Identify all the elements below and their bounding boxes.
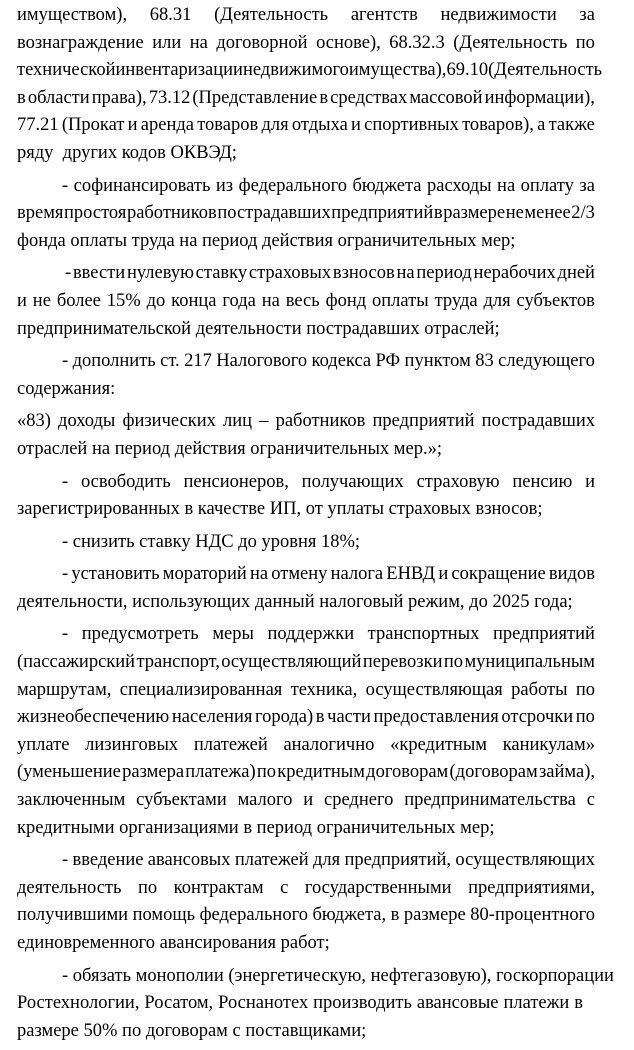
word: (уменьшение (17, 762, 121, 783)
word: физических (122, 411, 216, 432)
text-line (17, 173, 595, 201)
word: помощь (132, 905, 196, 926)
word: производить (313, 993, 412, 1014)
word: транспорт, (136, 652, 220, 673)
word: в (390, 905, 400, 926)
word: - (62, 564, 69, 585)
word: отдыха (291, 115, 348, 136)
word: предприятий (492, 624, 595, 645)
word: договорам (366, 762, 449, 783)
word: государственными (304, 877, 452, 898)
word: 68.31 (149, 5, 192, 25)
word: работников (126, 203, 217, 224)
word: малого (237, 790, 293, 811)
word: и (351, 115, 361, 136)
text-line (17, 847, 595, 875)
text-line: ряду других кодов ОКВЭД; (17, 142, 237, 163)
text-line (17, 2, 595, 30)
word: нулевую (126, 263, 194, 284)
word: спортивных (364, 115, 459, 136)
text-line (17, 704, 595, 732)
text-line (17, 348, 595, 376)
word: и (585, 471, 595, 492)
word: (Деятельность (453, 32, 568, 53)
word: работников (275, 411, 366, 432)
text-line: - снизить ставку НДС до уровня 18%; (62, 531, 361, 552)
text-line (17, 787, 595, 815)
word: - (62, 850, 69, 871)
word: бюджета (352, 175, 422, 196)
text-line: содержания: (17, 378, 116, 399)
word: каникулам» (502, 734, 595, 755)
word: в (574, 993, 583, 1014)
word: более (56, 290, 101, 311)
word: ст. (160, 351, 180, 372)
text-line (17, 621, 595, 649)
word: освободить (80, 471, 171, 492)
word: и (438, 564, 449, 585)
word: авансовых (147, 850, 231, 871)
word: уплате (17, 734, 70, 755)
word: права), (91, 87, 147, 108)
word: инвентаризации (115, 60, 243, 81)
word: технической (17, 60, 116, 81)
word: софинансировать (73, 175, 211, 196)
text-line: отраслей на период действия ограничительных мер.»; (17, 438, 442, 459)
word: доходы (58, 411, 116, 432)
word: страховую (416, 471, 500, 492)
word: предприятий (372, 411, 475, 432)
text-line (17, 561, 595, 589)
text-line (17, 57, 603, 85)
word: период (416, 263, 472, 284)
word: кредитным (277, 762, 365, 783)
word: дней (557, 263, 595, 284)
word: сокращение (451, 564, 546, 585)
word: муниципальным (464, 652, 595, 673)
text-line (17, 112, 595, 140)
word: аренда (140, 115, 194, 136)
text-line (17, 288, 595, 316)
word: лизинговых (85, 734, 179, 755)
word: договорной (216, 32, 308, 53)
word: среднего (324, 790, 394, 811)
paragraph-advance-payments (17, 847, 595, 957)
text-line: - обязать монополии (энергетическую, нефтегазовую), госкорпорации (62, 965, 614, 986)
word: по (137, 877, 158, 898)
word: в (319, 87, 329, 108)
word: федерального (238, 175, 348, 196)
word: осуществляющая (365, 679, 503, 700)
word: работы (511, 679, 568, 700)
word: предприятий, (344, 850, 452, 871)
word: для (312, 850, 341, 871)
word: массовой (409, 87, 483, 108)
word: Росатом, (144, 993, 214, 1014)
word: размера (122, 762, 185, 783)
word: (пассажирский (17, 652, 136, 673)
text-line (17, 649, 595, 677)
word: до (146, 290, 166, 311)
word: имущества), (348, 60, 447, 81)
paragraph-monopolies (17, 963, 614, 1046)
text-line (17, 902, 595, 930)
word: федерального (199, 905, 308, 926)
word: специализированная (119, 679, 283, 700)
document-page (17, 2, 614, 1050)
word: видов (548, 564, 595, 585)
word: по (575, 707, 595, 728)
text-line (17, 200, 595, 228)
word: заключенным (17, 790, 126, 811)
word: в (433, 203, 443, 224)
word: платежа) (185, 762, 256, 783)
word: в (17, 87, 26, 108)
word: оплаты (372, 290, 429, 311)
word: по (575, 679, 595, 700)
word: 68.32.3 (389, 32, 445, 53)
word: дополнить (72, 351, 156, 372)
paragraph-zero-insurance-rate (17, 260, 595, 343)
word: отсрочки (501, 707, 574, 728)
word: аналогично (283, 734, 375, 755)
word: 73.12 (148, 87, 191, 108)
word: жизнеобеспечению (17, 707, 170, 728)
word: по (256, 762, 277, 783)
word: кодекса (311, 351, 372, 372)
word: осуществляющий (221, 652, 362, 673)
word: (Прокат (61, 115, 125, 136)
word: транспортных (367, 624, 480, 645)
word: средствах (330, 87, 408, 108)
word: и (303, 790, 314, 811)
word: простоя (64, 203, 127, 224)
word: осуществляющих (455, 850, 595, 871)
word: за (579, 5, 595, 25)
word: субъектами (136, 790, 227, 811)
word: предпринимательства (404, 790, 576, 811)
word: займа), (538, 762, 595, 783)
word: оплату (520, 175, 574, 196)
text-line (17, 990, 583, 1018)
word: следующего (498, 351, 595, 372)
word: 80-процентного (470, 905, 595, 926)
word: на (261, 290, 280, 311)
word: 69.10 (446, 60, 489, 81)
word: также (548, 115, 595, 136)
word: «кредитным (390, 734, 487, 755)
word: или (152, 32, 182, 53)
word: бюджета, (312, 905, 387, 926)
text-line: зарегистрированных в качестве ИП, от уплаты страховых взносов; (17, 499, 543, 520)
word: а (537, 115, 546, 136)
word: с (280, 877, 289, 898)
word: населения (171, 707, 253, 728)
word: пострадавших (217, 203, 331, 224)
word: предоставления (373, 707, 499, 728)
text-line (17, 732, 595, 760)
word: и (127, 115, 138, 136)
word: получающих (301, 471, 404, 492)
word: Налогового (216, 351, 308, 372)
word: платежи (503, 993, 570, 1014)
word: страховых (248, 263, 332, 284)
word: вознаграждение (17, 32, 144, 53)
word: (договорам (449, 762, 538, 783)
word: менее (524, 203, 571, 224)
word: товаров (197, 115, 259, 136)
word: недвижимости (440, 5, 557, 25)
text-line (17, 677, 595, 705)
text-line (17, 85, 595, 113)
word: основе), (316, 32, 381, 53)
word: - (65, 263, 72, 284)
word: фонд (325, 290, 367, 311)
word: не (32, 290, 51, 311)
word: взносов (332, 263, 395, 284)
word: авансовые (416, 993, 499, 1014)
word: на (249, 564, 269, 585)
word: – (259, 411, 269, 432)
text-line (17, 408, 595, 436)
word: маршрутам, (17, 679, 112, 700)
word: товаров), (462, 115, 534, 136)
word: не (505, 203, 524, 224)
word: - (62, 351, 69, 372)
paragraph-cofinancing (17, 173, 595, 256)
text-line (17, 260, 595, 288)
text-line (17, 469, 595, 497)
word: техника, (290, 679, 358, 700)
word: - (62, 624, 69, 645)
word: пострадавших (481, 411, 595, 432)
word: 15% (106, 290, 141, 311)
word: на (189, 32, 208, 53)
word: для (483, 290, 511, 311)
word: с (586, 790, 595, 811)
word: для (261, 115, 289, 136)
word: размере (443, 203, 506, 224)
text-line: деятельности, использующих данный налоговый режим, до 2025 года; (17, 591, 573, 612)
word: 2/3 (571, 203, 595, 224)
word: лиц (223, 411, 253, 432)
word: за (579, 175, 595, 196)
word: - (62, 175, 69, 196)
text-line: кредитными организациями в период ограничительных мер; (17, 817, 495, 838)
text-line (17, 875, 595, 903)
text-line: фонда оплаты труда на период действия ограничительных мер; (17, 230, 516, 251)
word: пунктом (404, 351, 471, 372)
word: платежей (193, 734, 268, 755)
word: Роснанотех (218, 993, 309, 1014)
word: пенсионеров, (183, 471, 289, 492)
word: расходы (427, 175, 492, 196)
word: Ростехнологии, (17, 993, 140, 1014)
word: части (327, 707, 371, 728)
word: имуществом), (17, 5, 128, 25)
word: ЕНВД (386, 564, 436, 585)
word: (Деятельность (214, 5, 329, 25)
word: субъектов (516, 290, 595, 311)
word: получившими (17, 905, 129, 926)
text-line: предпринимательской деятельности пострадавших отраслей; (17, 318, 500, 339)
word: на (396, 263, 415, 284)
word: труда (434, 290, 478, 311)
word: перевозки (362, 652, 443, 673)
word: пенсию (512, 471, 573, 492)
word: установить (71, 564, 160, 585)
word: «83) (17, 411, 51, 432)
word: на (497, 175, 516, 196)
word: размере (403, 905, 466, 926)
word: информации), (484, 87, 595, 108)
word: мораторий (162, 564, 247, 585)
word: время (17, 203, 64, 224)
word: предприятий (331, 203, 434, 224)
word: (Представление (192, 87, 318, 108)
paragraph-okved-codes (17, 2, 603, 168)
paragraph-quote-83 (17, 408, 595, 463)
word: из (215, 175, 234, 196)
word: города) (255, 707, 314, 728)
word: контрактам (173, 877, 264, 898)
paragraph-tax-code-amendment (17, 348, 595, 403)
word: года (222, 290, 256, 311)
paragraph-vat-rate (17, 529, 595, 557)
text-line: единовременного авансирования работ; (17, 933, 330, 953)
word: деятельность (17, 877, 122, 898)
word: поддержки (267, 624, 355, 645)
word: по (575, 32, 595, 53)
word: 77.21 (17, 115, 59, 136)
word: - (62, 471, 69, 492)
word: предусмотреть (81, 624, 199, 645)
text-line: размере 50% по договорам с поставщиками; (17, 1020, 367, 1041)
paragraph-envd-moratorium (17, 561, 595, 616)
word: РФ (375, 351, 401, 372)
word: нерабочих (473, 263, 556, 284)
word: налога (330, 564, 384, 585)
word: введение (72, 850, 144, 871)
word: весь (285, 290, 320, 311)
paragraph-pensioners (17, 469, 595, 524)
word: конца (171, 290, 217, 311)
word: в (315, 707, 325, 728)
word: 217 (184, 351, 212, 372)
word: по (443, 652, 464, 673)
word: и (17, 290, 27, 311)
word: ставку (195, 263, 248, 284)
word: предприятиями, (468, 877, 595, 898)
word: (Деятельность (488, 60, 603, 81)
paragraph-transport-support (17, 621, 595, 842)
word: агентств (350, 5, 418, 25)
word: 83 (475, 351, 494, 372)
word: недвижимого (242, 60, 349, 81)
text-line (17, 759, 595, 787)
word: отмену (271, 564, 328, 585)
word: платежей (234, 850, 309, 871)
word: ввести (72, 263, 126, 284)
word: области (27, 87, 90, 108)
text-line (17, 30, 595, 58)
word: меры (212, 624, 254, 645)
